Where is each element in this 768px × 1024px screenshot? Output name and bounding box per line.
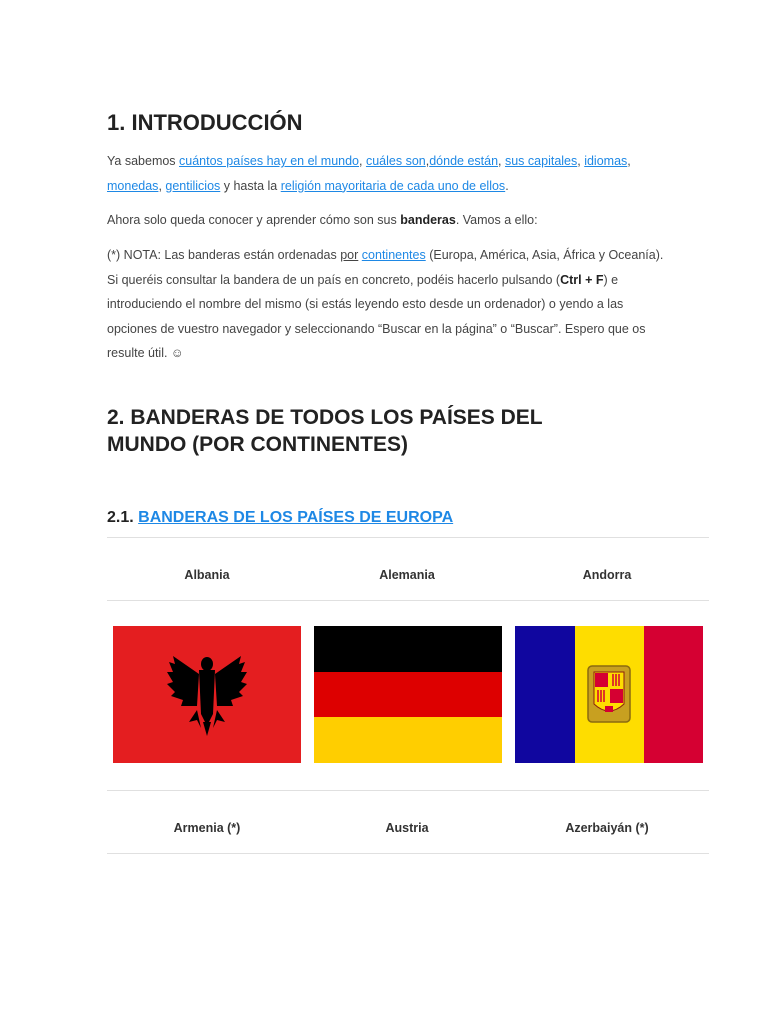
country-name-albania: Albania bbox=[184, 568, 230, 582]
country-name-andorra: Andorra bbox=[582, 568, 632, 582]
text: Ya sabemos bbox=[107, 154, 180, 168]
europe-heading-number: 2.1. bbox=[107, 509, 139, 526]
link-cuantos-paises[interactable]: cuántos países hay en el mundo bbox=[179, 154, 360, 168]
link-donde-estan[interactable]: dónde están bbox=[429, 154, 499, 168]
link-idiomas[interactable]: idiomas bbox=[584, 154, 628, 168]
text: , bbox=[359, 154, 366, 168]
europe-heading-link[interactable]: BANDERAS DE LOS PAÍSES DE EUROPA bbox=[138, 509, 454, 526]
europe-heading bbox=[107, 509, 453, 527]
intro-note bbox=[107, 243, 667, 366]
country-name-azerbaiyan: Azerbaiyán (*) bbox=[565, 821, 649, 835]
bold-text: banderas bbox=[400, 213, 456, 227]
link-sus-capitales[interactable]: sus capitales bbox=[504, 154, 578, 168]
text: , bbox=[627, 154, 631, 168]
text: , bbox=[425, 154, 430, 168]
table-divider bbox=[107, 790, 709, 791]
text: . Vamos a ello: bbox=[455, 213, 538, 227]
text: , bbox=[158, 178, 166, 193]
albania-flag bbox=[113, 626, 301, 763]
country-name-armenia: Armenia (*) bbox=[173, 821, 241, 835]
intro-heading: 1. INTRODUCCIÓN bbox=[107, 110, 303, 135]
text: , bbox=[498, 154, 505, 168]
flags-row-1 bbox=[113, 626, 703, 763]
link-gentilicios[interactable]: gentilicios bbox=[165, 178, 221, 193]
shortcut-text: Ctrl + F bbox=[560, 272, 604, 287]
andorra-flag bbox=[515, 626, 703, 763]
link-religion[interactable]: religión mayoritaria de cada uno de ellos bbox=[280, 178, 506, 193]
intro-paragraph-1 bbox=[107, 149, 667, 198]
underlined-text: por bbox=[340, 248, 359, 262]
flag-names-row-1 bbox=[107, 568, 709, 582]
country-name-alemania: Alemania bbox=[379, 568, 435, 582]
text: (Europa, América, Asia, África y Oceanía). Si queréis consultar la bandera de un país en concreto, podéis hacerlo pulsando ( bbox=[107, 248, 664, 287]
flags-heading: 2. BANDERAS DE TODOS LOS PAÍSES DEL MUNDO (POR CONTINENTES) bbox=[107, 406, 543, 456]
intro-paragraph-2 bbox=[107, 208, 667, 233]
text: , bbox=[577, 154, 585, 168]
link-cuales-son[interactable]: cuáles son bbox=[365, 154, 426, 168]
text: (*) NOTA: Las banderas están ordenadas bbox=[107, 248, 341, 262]
table-divider bbox=[107, 537, 709, 538]
table-divider bbox=[107, 853, 709, 854]
text: . bbox=[505, 178, 509, 193]
flag-names-row-2 bbox=[107, 821, 709, 835]
country-name-austria: Austria bbox=[385, 821, 429, 835]
link-monedas[interactable]: monedas bbox=[107, 178, 159, 193]
text: y hasta la bbox=[220, 178, 281, 193]
text: ) e introduciendo el nombre del mismo (si estás leyendo esto desde un ordenador) o yendo a las opciones de vuestro navegador y seleccionando “Buscar en la página” o “Buscar”. Espero que os resulte útil. ☺ bbox=[107, 272, 646, 360]
text: Ahora solo queda conocer y aprender cómo son sus bbox=[107, 213, 401, 227]
table-divider bbox=[107, 600, 709, 601]
germany-flag bbox=[314, 626, 502, 763]
link-continentes[interactable]: continentes bbox=[361, 248, 426, 262]
